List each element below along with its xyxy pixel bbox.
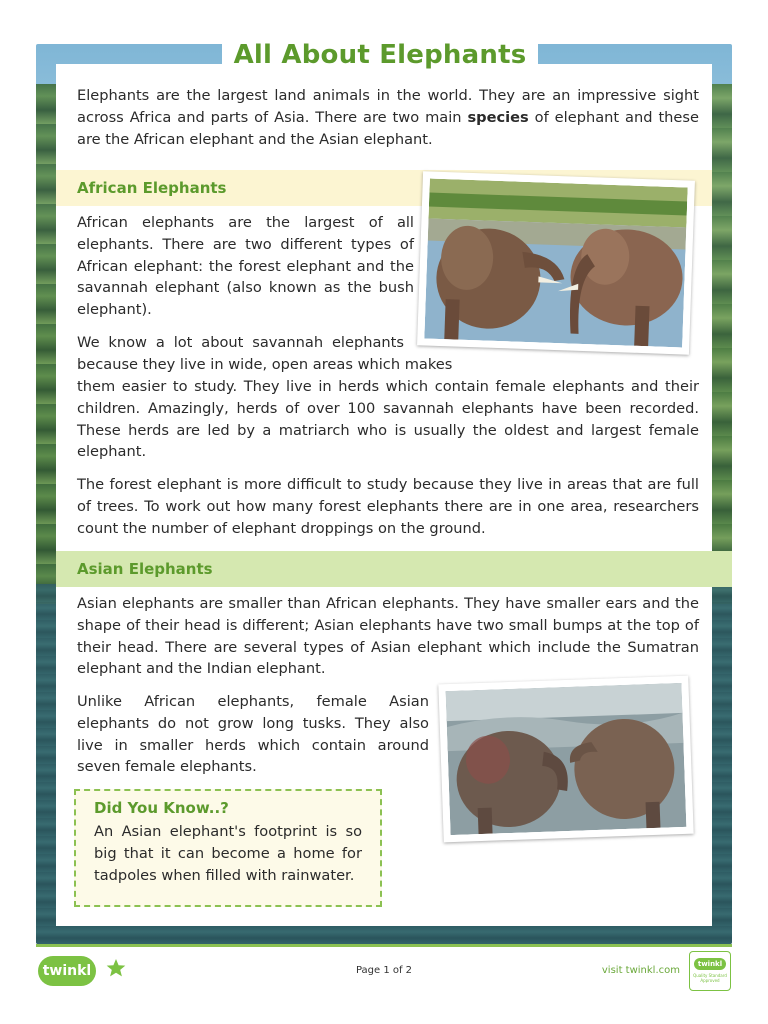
- african-paragraph-3: The forest elephant is more difficult to study because they live in areas that are full of trees. To work out how many forest elephants there are in one area, researchers count the number of elephant droppings on the ground.: [77, 476, 699, 537]
- african-paragraph-2-line-2: because they live in wide, open areas which makes: [77, 356, 453, 373]
- badge-logo: twinkl: [694, 958, 726, 970]
- african-photo-image: [424, 179, 687, 348]
- did-you-know-text: An Asian elephant's footprint is so big that it can become a home for tadpoles when filled with rainwater.: [94, 823, 362, 884]
- intro-paragraph: [77, 85, 699, 150]
- intro-text-1: Elephants are the largest land animals in the world. They are an impressive sight across Africa and parts of Asia. There are two main: [77, 87, 699, 126]
- asian-elephants-illustration: [446, 683, 687, 835]
- asian-paragraph-2: Unlike African elephants, female Asian elephants do not grow long tusks. They also live in smaller herds which contain around seven female elephants.: [77, 693, 429, 776]
- badge-text: Quality Standard Approved: [693, 973, 727, 983]
- jungle-decoration-right: [710, 84, 732, 604]
- asian-elephants-photo: [438, 676, 693, 843]
- intro-text-2: of elephant and these are the African elephant and the Asian elephant.: [77, 108, 699, 148]
- title-banner: [222, 36, 538, 74]
- page-number: Page 1 of 2: [355, 965, 413, 976]
- quality-badge-icon: [689, 951, 731, 991]
- african-heading: African Elephants: [77, 179, 227, 197]
- asian-heading: Asian Elephants: [77, 560, 213, 578]
- asian-photo-image: [446, 683, 687, 835]
- twinkl-logo[interactable]: twinkl: [38, 956, 96, 986]
- footer-divider: [36, 944, 732, 947]
- asian-paragraph-1: Asian elephants are smaller than African elephants. They have smaller ears and the shape of their head is different; Asian elephants have two small bumps at the top of their head. There are several types of Asian elephant which include the Sumatran elephant and the Indian elephant.: [77, 595, 699, 678]
- african-elephants-photo: [417, 171, 695, 354]
- visit-twinkl-link[interactable]: visit twinkl.com: [601, 965, 680, 976]
- african-paragraph-2-rest: them easier to study. They live in herds which contain female elephants and their children. Amazingly, herds of over 100 savannah elephants have been recorded. These herds are led by a matriarch who is usually the oldest and largest female elephant.: [77, 378, 699, 461]
- did-you-know-box: [74, 789, 382, 907]
- african-paragraph-1: African elephants are the largest of all elephants. There are two different types of African elephant: the forest elephant and the savannah elephant (also known as the bush elephant).: [77, 214, 414, 319]
- asian-heading-band: [56, 551, 732, 587]
- jungle-decoration-left: [36, 84, 58, 604]
- did-you-know-title: Did You Know..?: [94, 799, 229, 817]
- african-paragraph-2-line-1: We know a lot about savannah elephants: [77, 334, 404, 351]
- intro-bold-term: species: [467, 108, 529, 126]
- page-title: All About Elephants: [233, 40, 527, 70]
- african-elephants-illustration: [424, 179, 687, 348]
